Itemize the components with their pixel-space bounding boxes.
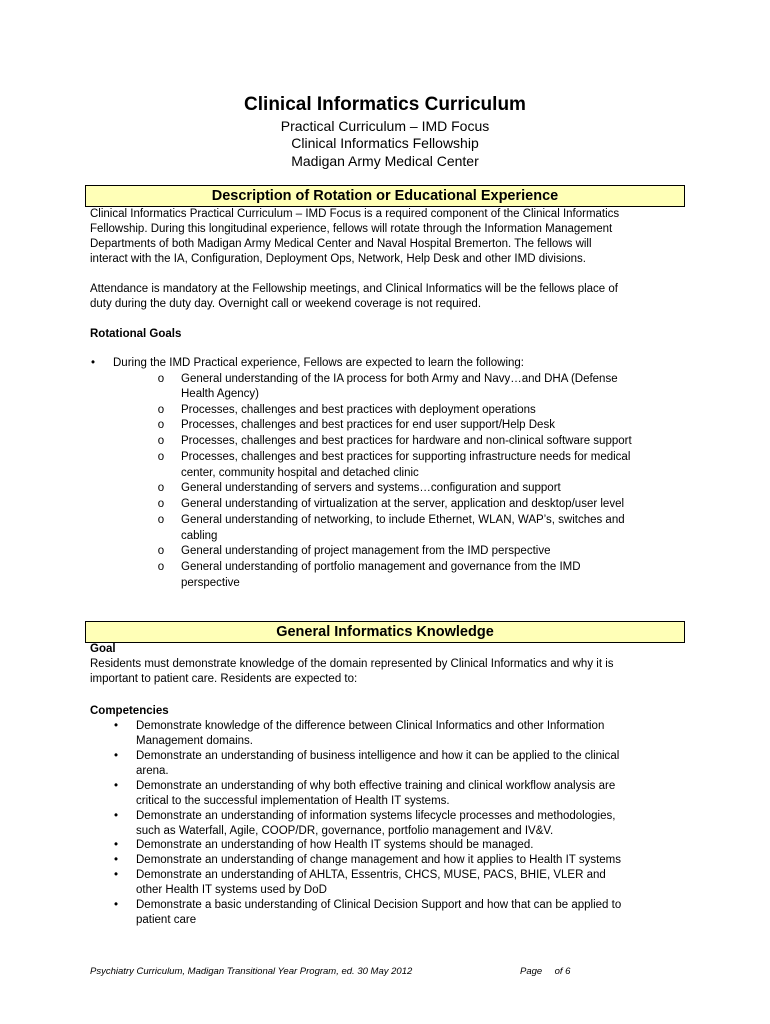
sub-bullet-icon: o — [157, 451, 165, 463]
subtitle-line: Practical Curriculum – IMD Focus — [280, 118, 490, 134]
subtitle-line: Clinical Informatics Fellowship — [291, 135, 479, 151]
sub-bullet-icon: o — [157, 498, 165, 510]
list-item: Processes, challenges and best practices for end user support/Help Desk — [181, 419, 555, 431]
bullet-icon: • — [113, 899, 119, 911]
bullet-intro: During the IMD Practical experience, Fellows are expected to learn the following: — [113, 357, 525, 369]
list-item: Demonstrate knowledge of the difference between Clinical Informatics and other Information — [136, 720, 605, 732]
section-heading-general-knowledge: General Informatics Knowledge — [85, 621, 685, 643]
list-item: General understanding of virtualization at the server, application and desktop/user level — [181, 498, 625, 510]
paragraph-line: Residents must demonstrate knowledge of the domain represented by Clinical Informatics and why it is — [90, 658, 614, 670]
section-heading-description: Description of Rotation or Educational Experience — [85, 185, 685, 207]
list-item: Demonstrate a basic understanding of Clinical Decision Support and how that can be applied to — [136, 899, 622, 911]
list-item: Health Agency) — [181, 388, 259, 400]
list-item: General understanding of project management from the IMD perspective — [181, 545, 551, 557]
sub-bullet-icon: o — [157, 561, 165, 573]
paragraph-line: Fellowship. During this longitudinal experience, fellows will rotate through the Information Management — [90, 223, 613, 235]
paragraph-line: duty during the duty day. Overnight call or weekend coverage is not required. — [90, 298, 482, 310]
bullet-icon: • — [113, 854, 119, 866]
sub-bullet-icon: o — [157, 373, 165, 385]
bullet-icon: • — [113, 810, 119, 822]
list-item: Processes, challenges and best practices for hardware and non-clinical software support — [181, 435, 632, 447]
list-item: arena. — [136, 765, 169, 777]
sub-bullet-icon: o — [157, 514, 165, 526]
list-item: cabling — [181, 530, 218, 542]
list-item: Processes, challenges and best practices for supporting infrastructure needs for medical — [181, 451, 631, 463]
list-item: General understanding of portfolio management and governance from the IMD — [181, 561, 581, 573]
footer-page-number: Page of 6 — [520, 966, 561, 977]
sub-bullet-icon: o — [157, 482, 165, 494]
list-item: General understanding of networking, to include Ethernet, WLAN, WAP’s, switches and — [181, 514, 625, 526]
list-item: Demonstrate an understanding of information systems lifecycle processes and methodologies, — [136, 810, 616, 822]
footer-left: Psychiatry Curriculum, Madigan Transitional Year Program, ed. 30 May 2012 — [90, 966, 413, 977]
paragraph-line: Clinical Informatics Practical Curriculum – IMD Focus is a required component of the Clinical Informatics — [90, 208, 620, 220]
list-item: Demonstrate an understanding of change management and how it applies to Health IT systems — [136, 854, 621, 866]
sub-bullet-icon: o — [157, 419, 165, 431]
list-item: perspective — [181, 577, 240, 589]
sub-bullet-icon: o — [157, 404, 165, 416]
subtitle-line: Madigan Army Medical Center — [291, 153, 479, 169]
paragraph-line: interact with the IA, Configuration, Deployment Ops, Network, Help Desk and other IMD divisions. — [90, 253, 586, 265]
sub-bullet-icon: o — [157, 545, 165, 557]
list-item: other Health IT systems used by DoD — [136, 884, 327, 896]
page-title: Clinical Informatics Curriculum — [244, 94, 526, 115]
bullet-icon: • — [113, 839, 119, 851]
paragraph-line: Attendance is mandatory at the Fellowship meetings, and Clinical Informatics will be the fellows place of — [90, 283, 618, 295]
list-item: General understanding of the IA process for both Army and Navy…and DHA (Defense — [181, 373, 618, 385]
bullet-icon: • — [113, 720, 119, 732]
bullet-icon: • — [113, 869, 119, 881]
bullet-icon: • — [113, 780, 119, 792]
list-item: Processes, challenges and best practices with deployment operations — [181, 404, 536, 416]
paragraph-line: important to patient care. Residents are expected to: — [90, 673, 358, 685]
list-item: Demonstrate an understanding of how Health IT systems should be managed. — [136, 839, 534, 851]
list-item: General understanding of servers and systems…configuration and support — [181, 482, 561, 494]
bullet-icon: • — [113, 750, 119, 762]
bullet-icon: • — [90, 357, 96, 369]
paragraph-line: Departments of both Madigan Army Medical Center and Naval Hospital Bremerton. The fellows will — [90, 238, 592, 250]
list-item: Management domains. — [136, 735, 253, 747]
rotational-goals-heading: Rotational Goals — [90, 328, 182, 340]
list-item: Demonstrate an understanding of why both effective training and clinical workflow analysis are — [136, 780, 616, 792]
list-item: critical to the successful implementation of Health IT systems. — [136, 795, 450, 807]
goal-heading: Goal — [90, 643, 116, 655]
list-item: center, community hospital and detached clinic — [181, 467, 419, 479]
list-item: such as Waterfall, Agile, COOP/DR, governance, portfolio management and IV&V. — [136, 825, 554, 837]
list-item: Demonstrate an understanding of business intelligence and how it can be applied to the clinical — [136, 750, 620, 762]
list-item: patient care — [136, 914, 197, 926]
list-item: Demonstrate an understanding of AHLTA, Essentris, CHCS, MUSE, PACS, BHIE, VLER and — [136, 869, 606, 881]
competencies-heading: Competencies — [90, 705, 169, 717]
sub-bullet-icon: o — [157, 435, 165, 447]
